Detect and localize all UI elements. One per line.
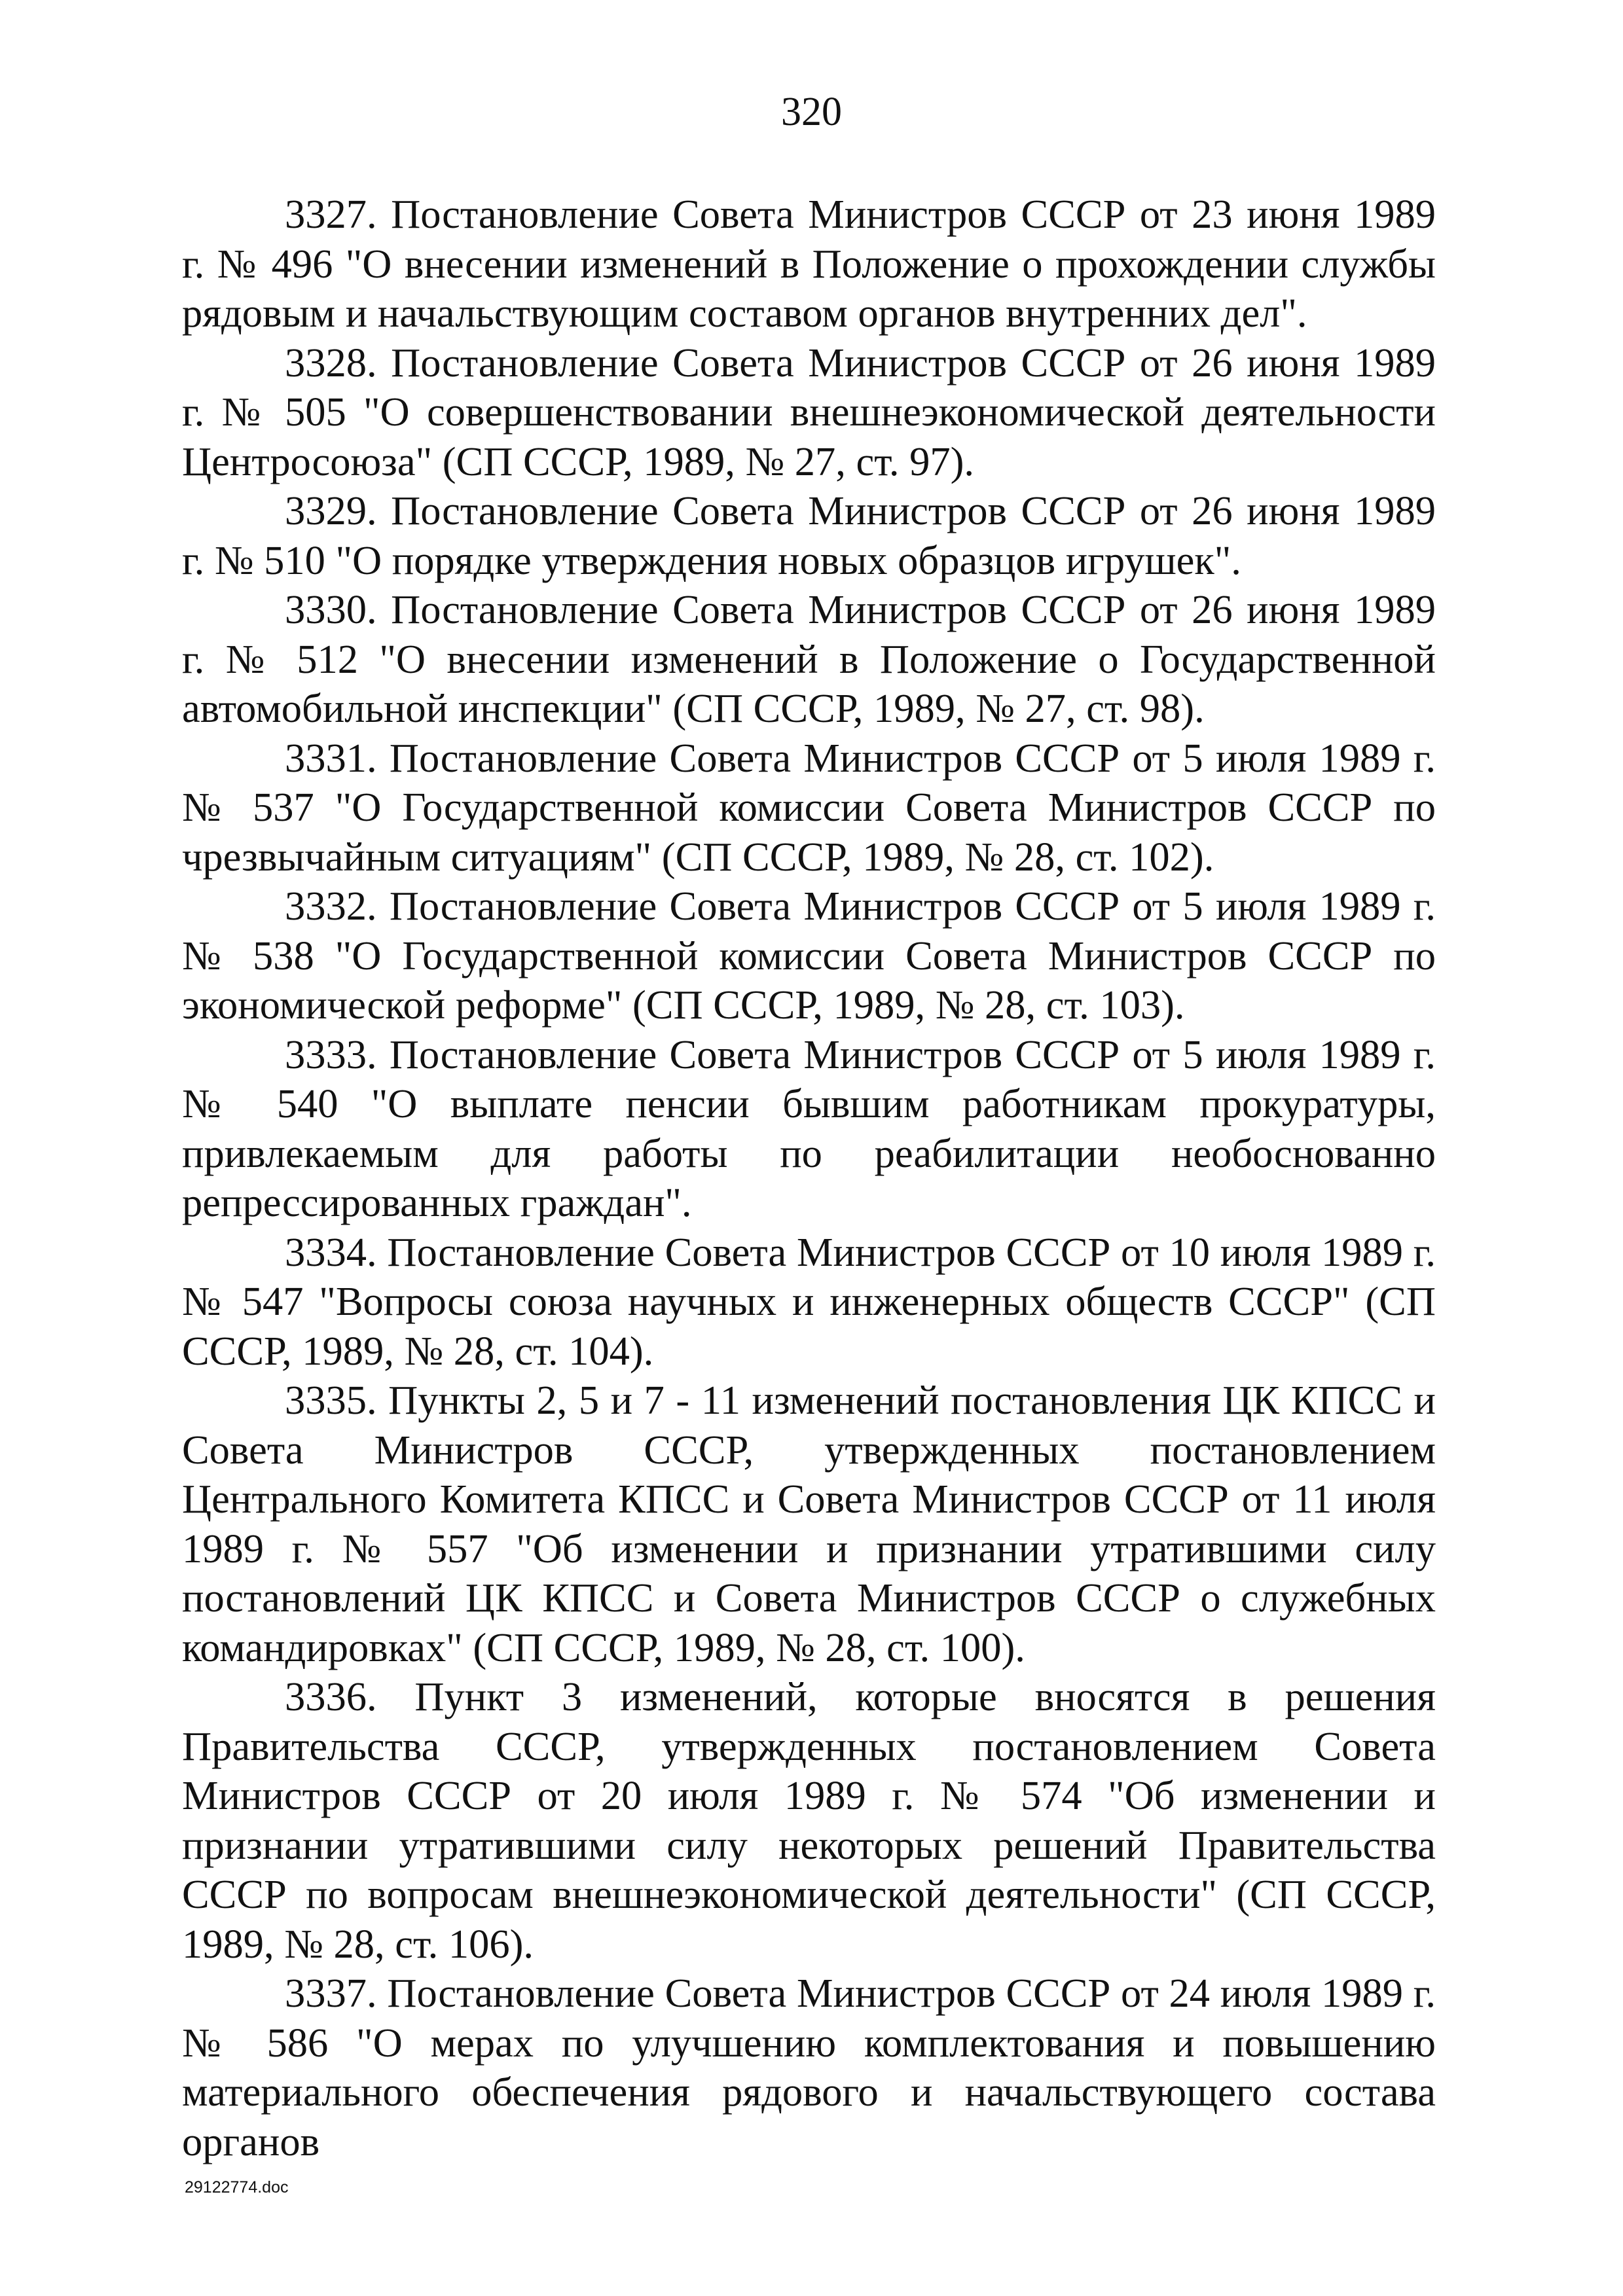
list-item-3337: 3337. Постановление Совета Министров СССР от 24 июля 1989 г. № 586 "О мерах по улучшению комплектования и повышению материального обеспечения рядового и начальствующего состава органов [182, 1970, 1436, 2164]
list-item-3327: 3327. Постановление Совета Министров СССР от 23 июня 1989 г. № 496 "О внесении изменений в Положение о прохождении службы рядовым и начальствующим составом органов внутренних дел". [182, 191, 1436, 336]
list-item-3329: 3329. Постановление Совета Министров СССР от 26 июня 1989 г. № 510 "О порядке утверждения новых образцов игрушек". [182, 488, 1436, 583]
document-body [182, 190, 1436, 2166]
page-number: 320 [781, 90, 842, 134]
list-item-3330: 3330. Постановление Совета Министров СССР от 26 июня 1989 г. № 512 "О внесении изменений в Положение о Государственной автомобильной инспекции" (СП СССР, 1989, № 27, ст. 98). [182, 586, 1436, 731]
list-item-3331: 3331. Постановление Совета Министров СССР от 5 июля 1989 г. № 537 "О Государственной комиссии Совета Министров СССР по чрезвычайным ситуациям" (СП СССР, 1989, № 28, ст. 102). [182, 734, 1436, 880]
list-item-3332: 3332. Постановление Совета Министров СССР от 5 июля 1989 г. № 538 "О Государственной комиссии Совета Министров СССР по экономической реформе" (СП СССР, 1989, № 28, ст. 103). [182, 883, 1436, 1028]
footer-file-name: 29122774.doc [185, 2178, 289, 2197]
list-item-3335: 3335. Пункты 2, 5 и 7 - 11 изменений постановления ЦК КПСС и Совета Министров СССР, утвержденных постановлением Центрального Комитета КПСС и Совета Министров СССР от 11 июля 1989 г. № 557 "Об изменении и признании утратившими силу постановлений ЦК КПСС и Совета Министров СССР о служебных командировках" (СП СССР, 1989, № 28, ст. 100). [182, 1377, 1436, 1670]
list-item-3328: 3328. Постановление Совета Министров СССР от 26 июня 1989 г. № 505 "О совершенствовании внешнеэкономической деятельности Центросоюза" (СП СССР, 1989, № 27, ст. 97). [182, 339, 1436, 484]
list-item-3334: 3334. Постановление Совета Министров СССР от 10 июля 1989 г. № 547 "Вопросы союза научных и инженерных обществ СССР" (СП СССР, 1989, № 28, ст. 104). [182, 1229, 1436, 1374]
list-item-3333: 3333. Постановление Совета Министров СССР от 5 июля 1989 г. № 540 "О выплате пенсии бывшим работникам прокуратуры, привлекаемым для работы по реабилитации необоснованно репрессированных граждан". [182, 1031, 1436, 1225]
list-item-3336: 3336. Пункт 3 изменений, которые вносятся в решения Правительства СССР, утвержденных постановлением Совета Министров СССР от 20 июля 1989 г. № 574 "Об изменении и признании утратившими силу некоторых решений Правительства СССР по вопросам внешнеэкономической деятельности" (СП СССР, 1989, № 28, ст. 106). [182, 1674, 1436, 1967]
